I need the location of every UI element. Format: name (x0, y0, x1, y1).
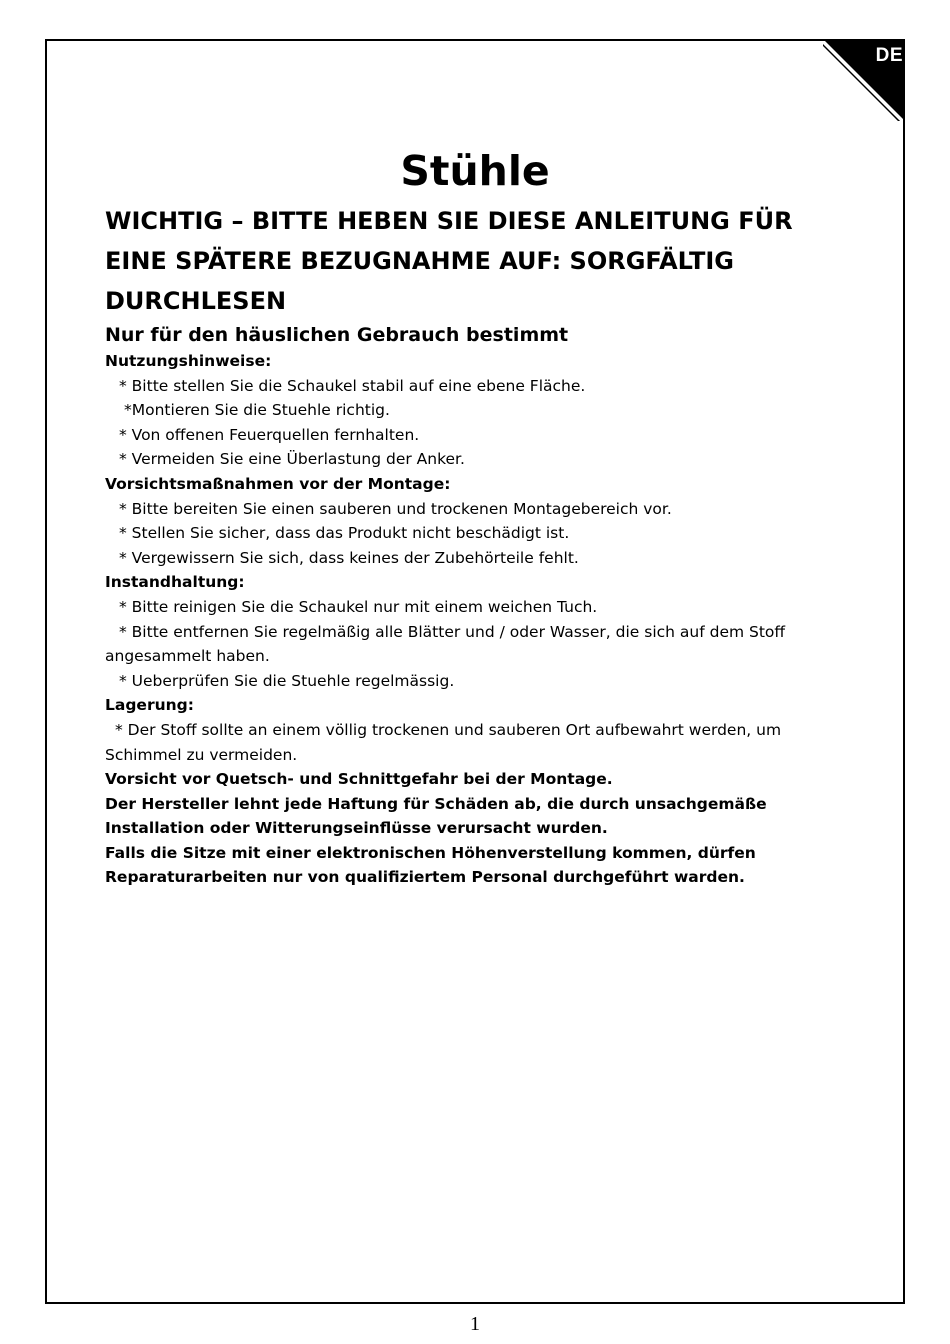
precautions-section-title: Vorsichtsmaßnahmen vor der Montage: (105, 474, 451, 493)
usage-item: * Von offenen Feuerquellen fernhalten. (119, 425, 420, 444)
storage-section-title: Lagerung: (105, 696, 194, 715)
maintenance-item-continued: angesammelt haben. (105, 647, 270, 666)
precautions-item: * Stellen Sie sicher, dass das Produkt nicht beschädigt ist. (119, 524, 570, 543)
important-heading: WICHTIG – BITTE HEBEN SIE DIESE ANLEITUNG FÜR EINE SPÄTERE BEZUGNAHME AUF: SORGFÄLTIG DURCHLESEN (105, 207, 793, 315)
maintenance-item: * Bitte reinigen Sie die Schaukel nur mit einem weichen Tuch. (119, 597, 598, 616)
language-code: DE (875, 45, 903, 66)
maintenance-item: * Bitte entfernen Sie regelmäßig alle Blätter und / oder Wasser, die sich auf dem Stoff (119, 622, 786, 641)
usage-item: *Montieren Sie die Stuehle richtig. (124, 401, 390, 420)
usage-item: * Vermeiden Sie eine Überlastung der Anker. (119, 450, 465, 469)
storage-item-continued: Schimmel zu vermeiden. (105, 745, 298, 764)
warning-pinch-cut: Vorsicht vor Quetsch- und Schnittgefahr bei der Montage. (105, 770, 613, 789)
precautions-item: * Bitte bereiten Sie einen sauberen und trockenen Montagebereich vor. (119, 499, 672, 518)
storage-item: * Der Stoff sollte an einem völlig trockenen und sauberen Ort aufbewahrt werden, um (115, 720, 782, 739)
maintenance-item: * Ueberprüfen Sie die Stuehle regelmässig. (119, 671, 455, 690)
page-title: Stühle (400, 147, 550, 195)
precautions-item: * Vergewissern Sie sich, dass keines der Zubehörteile fehlt. (119, 548, 579, 567)
usage-item: * Bitte stellen Sie die Schaukel stabil auf eine ebene Fläche. (119, 376, 586, 395)
maintenance-section-title: Instandhaltung: (105, 573, 245, 592)
warning-liability: Der Hersteller lehnt jede Haftung für Schäden ab, die durch unsachgemäße Installation oder Witterungseinflüsse verursacht wurden. (105, 794, 767, 838)
usage-section-title: Nutzungshinweise: (105, 352, 272, 370)
domestic-use-heading: Nur für den häuslichen Gebrauch bestimmt (105, 324, 569, 346)
instructions-content (105, 201, 845, 890)
page-number: 1 (470, 1313, 480, 1335)
language-corner-tab (823, 39, 905, 121)
warning-repairs: Falls die Sitze mit einer elektronischen Höhenverstellung kommen, dürfen Reparaturarbeiten nur von qualifiziertem Personal durchgeführt warden. (105, 843, 756, 887)
page-frame (45, 39, 905, 1304)
